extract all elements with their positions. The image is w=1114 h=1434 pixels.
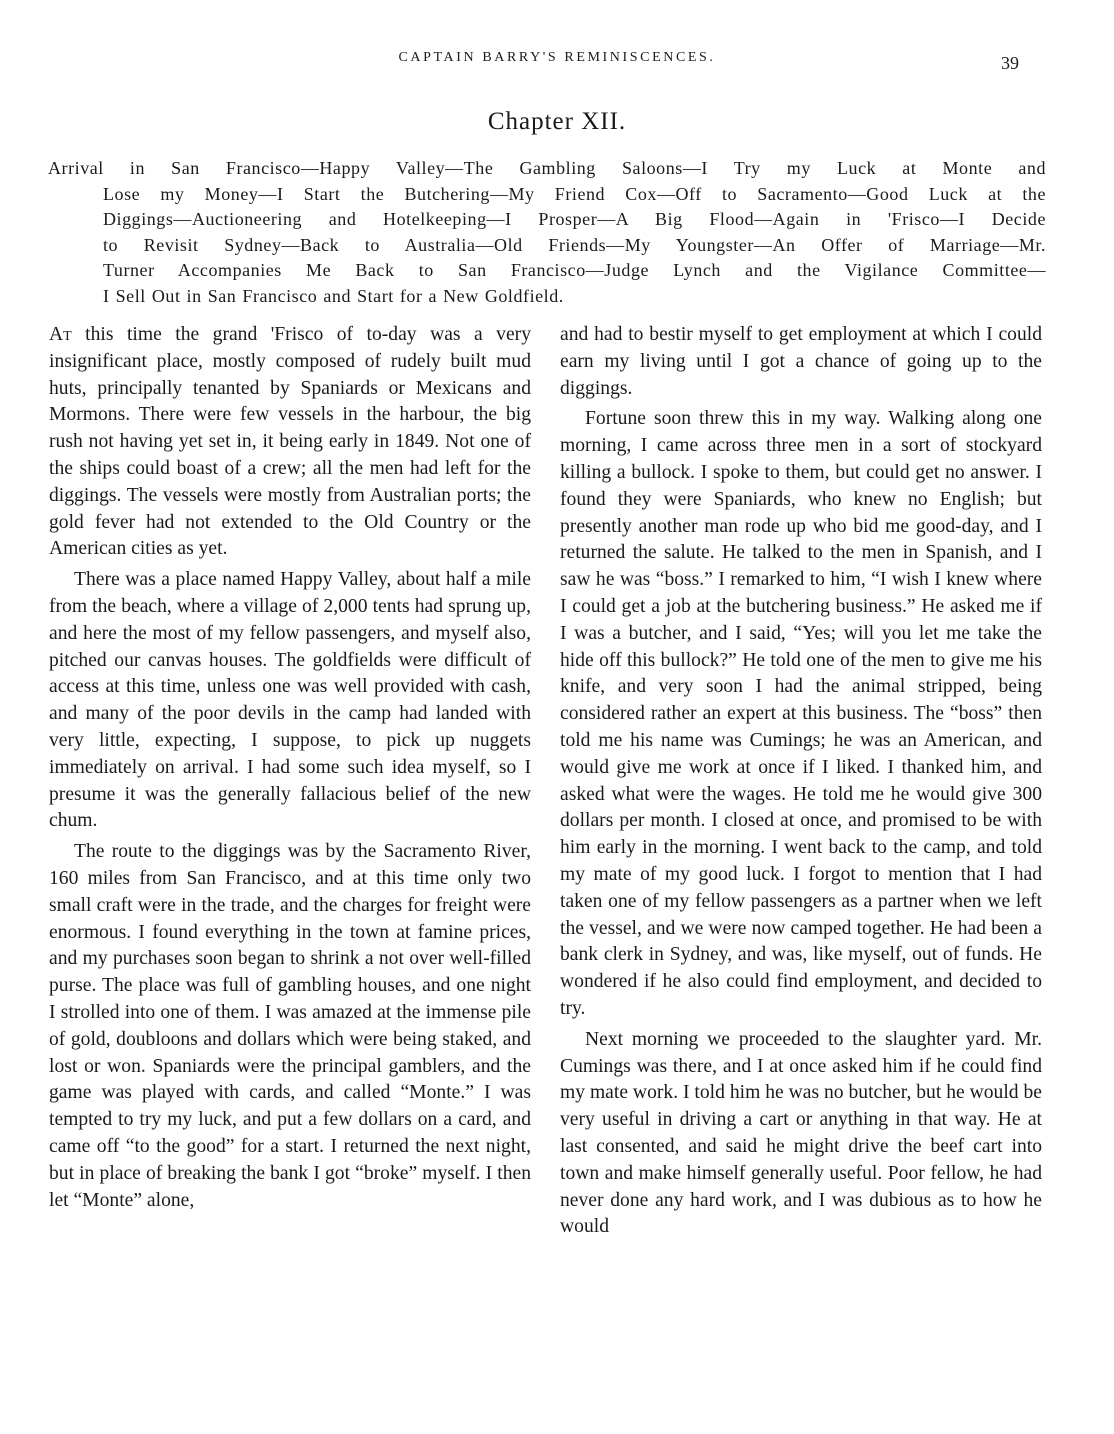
chapter-title: Chapter XII. <box>487 108 627 135</box>
paragraph <box>49 322 531 563</box>
right-column <box>560 322 1042 1241</box>
paragraph: There was a place named Happy Valley, about half a mile from the beach, where a village of 2,000 tents had sprung up, and here the most of my fellow passengers, and myself also, pitched our canvas houses. The goldfields were difficult of access at this time, unless one was well provided with cash, and many of the poor devils in the camp had landed with very little, expecting, I suppose, to pick up nuggets immediately on arrival. I had some such idea myself, so I presume it was the generally fallacious belief of the new chum. <box>49 569 531 832</box>
chapter-synopsis <box>48 156 1046 309</box>
synopsis-line: Lose my Money—I Start the Butchering—My Friend Cox—Off to Sacramento—Good Luck at the <box>103 183 1046 204</box>
paragraph: The route to the diggings was by the Sacramento River, 160 miles from San Francisco, and at this time only two small craft were in the trade, and the charges for freight were enormous. I found everything in the town at famine prices, and my purchases soon began to shrink a not over well-filled purse. The place was full of gambling houses, and one night I strolled into one of them. I was amazed at the immense pile of gold, doubloons and dollars which were being staked, and lost or won. Spaniards were the principal gamblers, and the game was played with cards, and called “Monte.” I was tempted to try my luck, and put a few dollars on a card, and came off “to the good” for a start. I returned the next night, but in place of breaking the bank I got “broke” myself. I then let “Monte” alone, <box>49 841 531 1211</box>
synopsis-line: Diggings—Auctioneering and Hotelkeeping—I Prosper—A Big Flood—Again in 'Frisco—I Decide <box>103 209 1046 229</box>
paragraph: Fortune soon threw this in my way. Walking along one morning, I came across three men in a sort of stockyard killing a bullock. I spoke to them, but could get no answer. I found they were Spaniards, who knew no English; but presently another man rode up who bid me good-day, and I returned the salute. He talked to the men in Spanish, and I saw he was “boss.” I remarked to him, “I wish I knew where I could get a job at the butchering business.” He asked me if I was a butcher, and I said, “Yes; will you let me take the hide off this bullock?” He told one of the men to give me his knife, and very soon I had the animal stripped, being considered rather an expert at this business. The “boss” then told me his name was Cumings; he was an American, and would give me work at once if I liked. I thanked him, and asked what were the wages. He told me he would give 300 dollars per month. I closed at once, and promised to be with him early in the morning. I went back to the camp, and told my mate of my good luck. I forgot to mention that I had taken one of my fellow passengers as a partner when we left the vessel, and we were now camped together. He had been a bank clerk in Sydney, and was, like myself, out of funds. He wondered if he also could find employment, and decided to try. <box>560 408 1042 1019</box>
synopsis-line: Arrival in San Francisco—Happy Valley—The Gambling Saloons—I Try my Luck at Monte and <box>48 158 1046 178</box>
paragraph: Next morning we proceeded to the slaughter yard. Mr. Cumings was there, and I at once asked him if he could find my mate work. I told him he was no butcher, but he would be very useful in driving a cart or anything in that way. He at last consented, and said he might drive the beef cart into town and make himself generally useful. Poor fellow, he had never done any hard work, and I was dubious as to how he would <box>560 1028 1042 1238</box>
running-head: CAPTAIN BARRY'S REMINISCENCES. <box>398 50 716 65</box>
synopsis-line: to Revisit Sydney—Back to Australia—Old Friends—My Youngster—An Offer of Marriage—Mr. <box>103 234 1046 255</box>
synopsis-line: I Sell Out in San Francisco and Start for a New Goldfield. <box>103 285 564 306</box>
page-number: 39 <box>1001 53 1019 73</box>
paragraph-text: this time the grand 'Frisco of to-day was a very insignificant place, mostly composed of rudely built mud huts, principally tenanted by Spaniards or Mexicans and Mormons. There were few vessels in the harbour, the big rush not having yet set in, it being early in 1849. Not one of the ships could boast of a crew; all the men had left for the diggings. The vessels were mostly from Australian ports; the gold fever had not extended to the Old Country or the American cities as yet. <box>49 324 531 560</box>
opening-small-caps: At <box>49 324 72 345</box>
paragraph: and had to bestir myself to get employment at which I could earn my living until I got a chance of going up to the diggings. <box>560 324 1042 399</box>
synopsis-line: Turner Accompanies Me Back to San Francisco—Judge Lynch and the Vigilance Committee— <box>103 260 1046 280</box>
left-column <box>49 322 531 1214</box>
